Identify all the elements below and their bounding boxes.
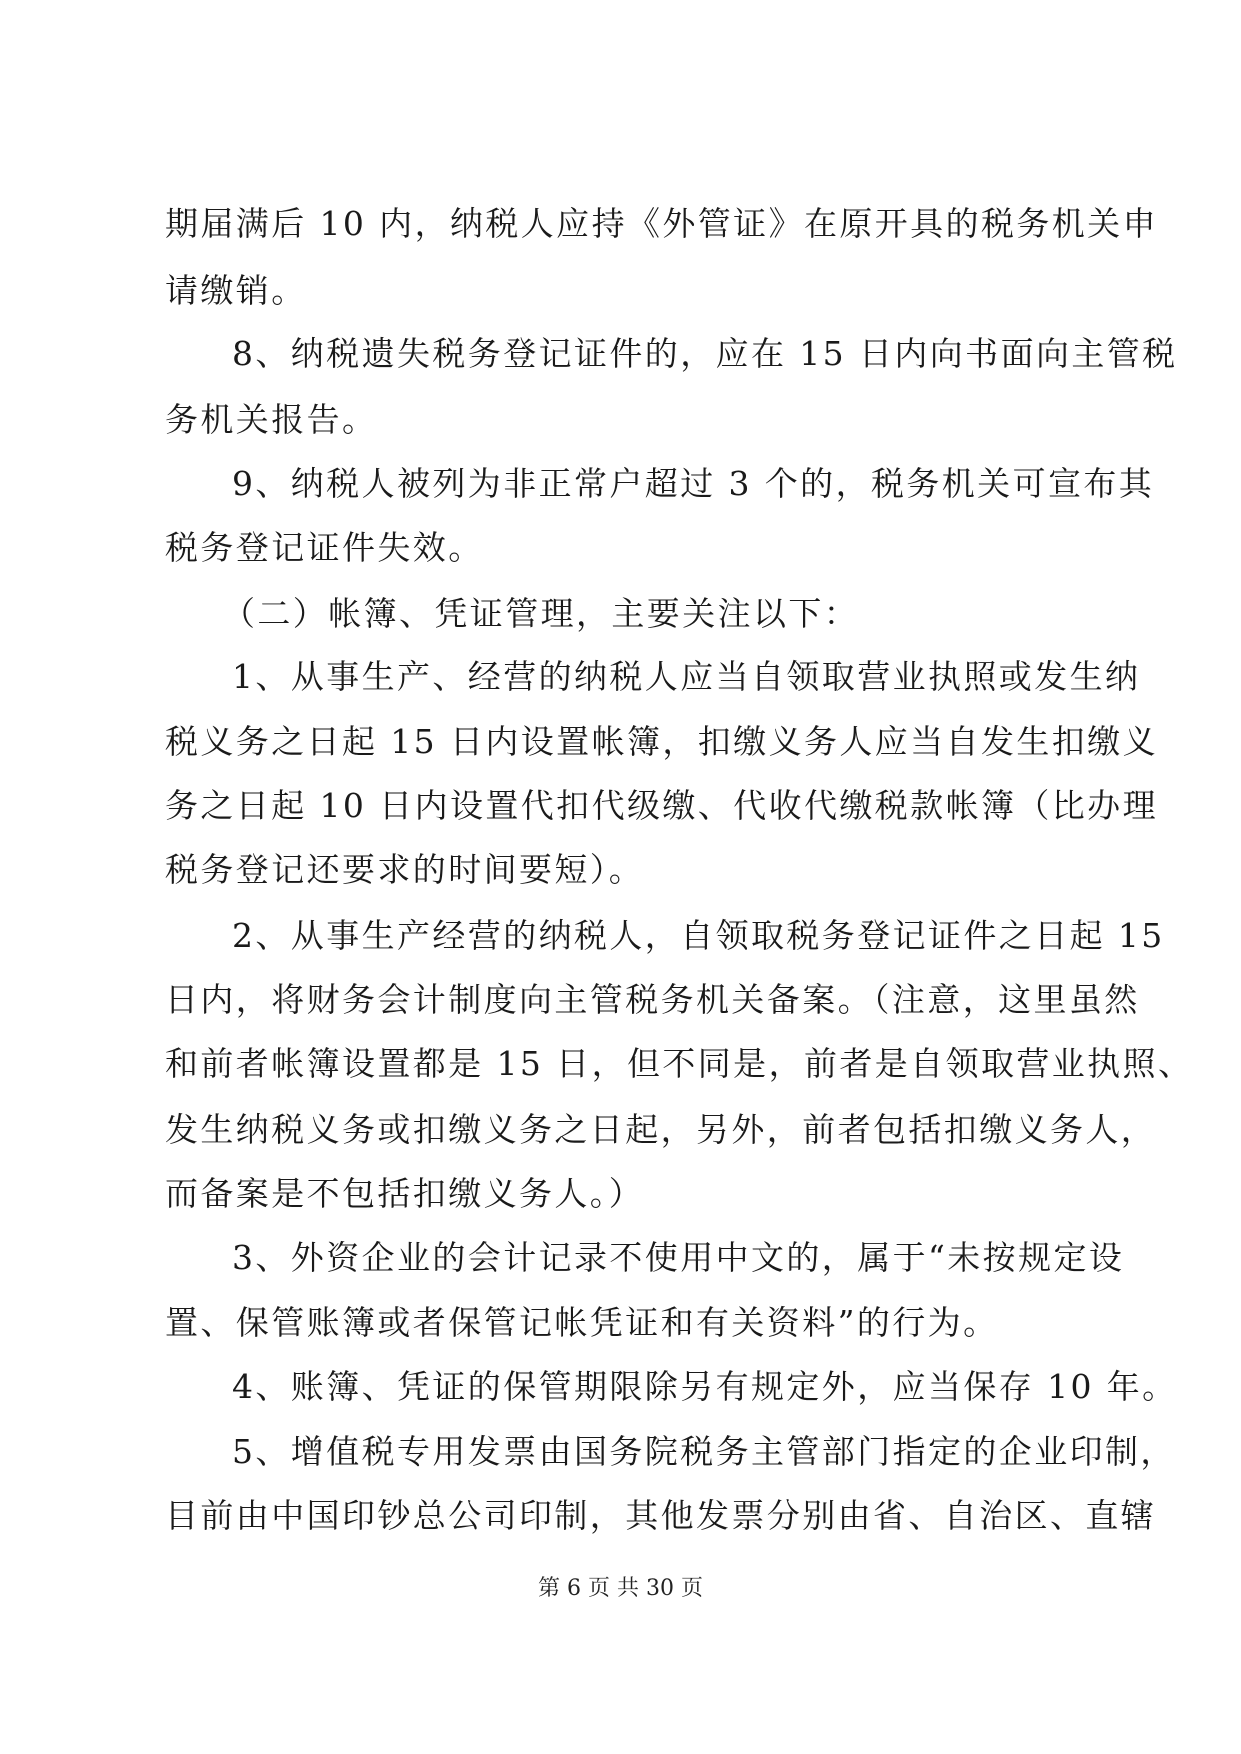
paragraph-line: 税务登记证件失效。 (165, 528, 484, 567)
paragraph-line: 置、保管账簿或者保管记帐凭证和有关资料”的行为。 (165, 1303, 999, 1342)
paragraph-line: 期届满后 10 内，纳税人应持《外管证》在原开具的税务机关申 (165, 204, 1158, 243)
paragraph-line: 8、纳税遗失税务登记证件的，应在 15 日内向书面向主管税 (232, 334, 1178, 373)
paragraph-line: 4、账簿、凭证的保管期限除另有规定外，应当保存 10 年。 (232, 1367, 1178, 1406)
page-footer: 第 6 页 共 30 页 (538, 1576, 703, 1601)
paragraph-line: 9、纳税人被列为非正常户超过 3 个的，税务机关可宣布其 (232, 464, 1155, 503)
paragraph-line: 和前者帐簿设置都是 15 日，但不同是，前者是自领取营业执照、 (165, 1044, 1194, 1083)
paragraph-line: 发生纳税义务或扣缴义务之日起，另外，前者包括扣缴义务人， (165, 1110, 1157, 1149)
paragraph-line: 1、从事生产、经营的纳税人应当自领取营业执照或发生纳 (232, 657, 1141, 696)
paragraph-line: 3、外资企业的会计记录不使用中文的，属于“未按规定设 (232, 1238, 1125, 1277)
paragraph-line: 税义务之日起 15 日内设置帐簿，扣缴义务人应当自发生扣缴义 (165, 722, 1158, 761)
paragraph-line: 请缴销。 (165, 271, 307, 310)
paragraph-line: 而备案是不包括扣缴义务人。） (165, 1174, 645, 1213)
section-heading: （二）帐簿、凭证管理，主要关注以下： (222, 594, 860, 633)
paragraph-line: 税务登记还要求的时间要短）。 (165, 850, 645, 889)
paragraph-line: 5、增值税专用发票由国务院税务主管部门指定的企业印制， (232, 1432, 1176, 1471)
paragraph-line: 务机关报告。 (165, 400, 378, 439)
paragraph-line: 务之日起 10 日内设置代扣代级缴、代收代缴税款帐簿（比办理 (165, 786, 1158, 825)
paragraph-line: 日内，将财务会计制度向主管税务机关备案。（注意，这里虽然 (165, 980, 1140, 1019)
paragraph-line: 目前由中国印钞总公司印制，其他发票分别由省、自治区、直辖 (165, 1496, 1157, 1535)
paragraph-line: 2、从事生产经营的纳税人，自领取税务登记证件之日起 15 (232, 916, 1165, 955)
